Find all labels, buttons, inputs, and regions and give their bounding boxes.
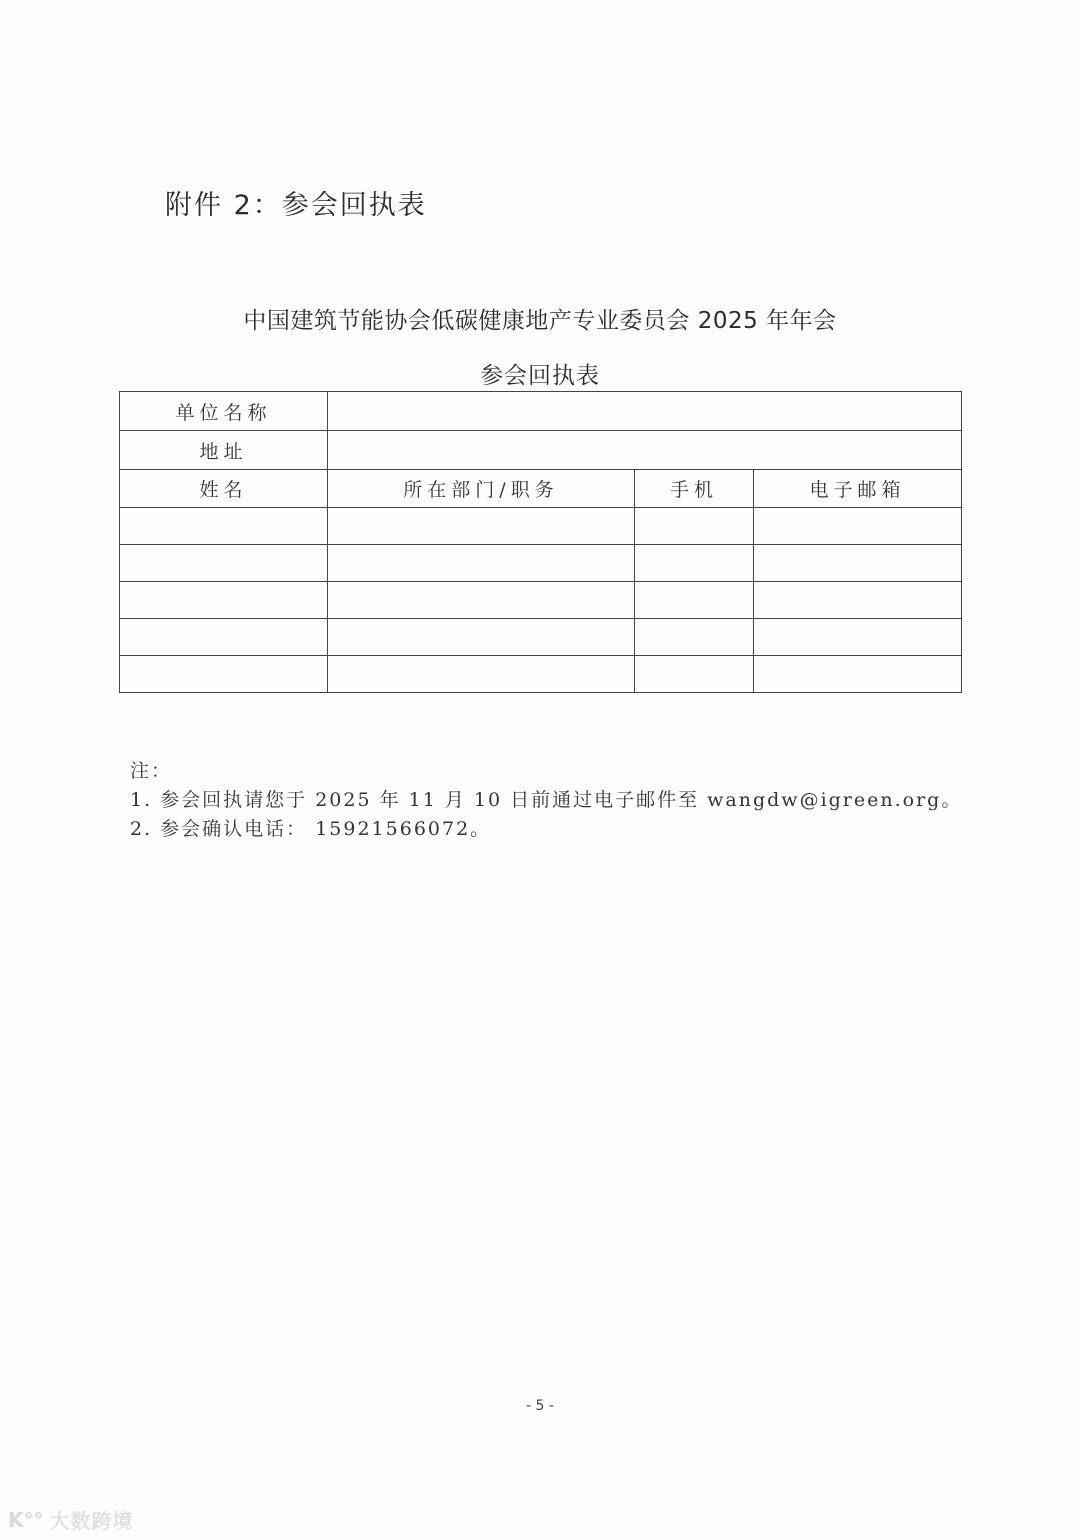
address-row [120,431,962,470]
notes-heading: 注： [130,760,173,782]
email-cell[interactable] [754,619,962,656]
table-row [120,656,962,693]
document-title: 中国建筑节能协会低碳健康地产专业委员会 2025 年年会 [243,308,837,334]
mobile-cell[interactable] [635,619,754,656]
note-item-deadline: 1. 参会回执请您于 2025 年 11 月 10 日前通过电子邮件至 wangdw@igreen.org。 [130,789,963,811]
attachment-title: 附件 2：参会回执表 [165,190,427,221]
column-header-email: 电子邮箱 [754,470,962,508]
document-subtitle: 参会回执表 [480,363,600,389]
department-cell[interactable] [328,508,635,545]
department-cell[interactable] [328,656,635,693]
email-cell[interactable] [754,508,962,545]
column-header-name: 姓名 [120,470,328,508]
name-cell[interactable] [120,582,328,619]
email-cell[interactable] [754,545,962,582]
department-cell[interactable] [328,619,635,656]
name-cell[interactable] [120,619,328,656]
notes-section [130,757,962,844]
note-item-phone: 2. 参会确认电话： 15921566072。 [130,818,492,840]
email-cell[interactable] [754,656,962,693]
name-cell[interactable] [120,656,328,693]
mobile-cell[interactable] [635,508,754,545]
table-row [120,508,962,545]
department-cell[interactable] [328,582,635,619]
table-row [120,619,962,656]
reply-form-table [119,391,962,693]
page-number: - 5 - [526,1398,554,1414]
table-row [120,545,962,582]
table-row [120,582,962,619]
email-cell[interactable] [754,582,962,619]
watermark-logo-icon: K°° [8,1507,44,1532]
column-header-mobile: 手机 [635,470,754,508]
department-cell[interactable] [328,545,635,582]
table-header-row [120,470,962,508]
address-input-cell[interactable] [328,431,962,470]
mobile-cell[interactable] [635,656,754,693]
column-header-department: 所在部门/职务 [328,470,635,508]
name-cell[interactable] [120,545,328,582]
org-row [120,392,962,431]
mobile-cell[interactable] [635,582,754,619]
mobile-cell[interactable] [635,545,754,582]
org-input-cell[interactable] [328,392,962,431]
watermark-text: 大数跨境 [49,1509,134,1533]
org-label: 单位名称 [120,392,328,431]
name-cell[interactable] [120,508,328,545]
watermark [8,1505,134,1534]
address-label: 地址 [120,431,328,470]
